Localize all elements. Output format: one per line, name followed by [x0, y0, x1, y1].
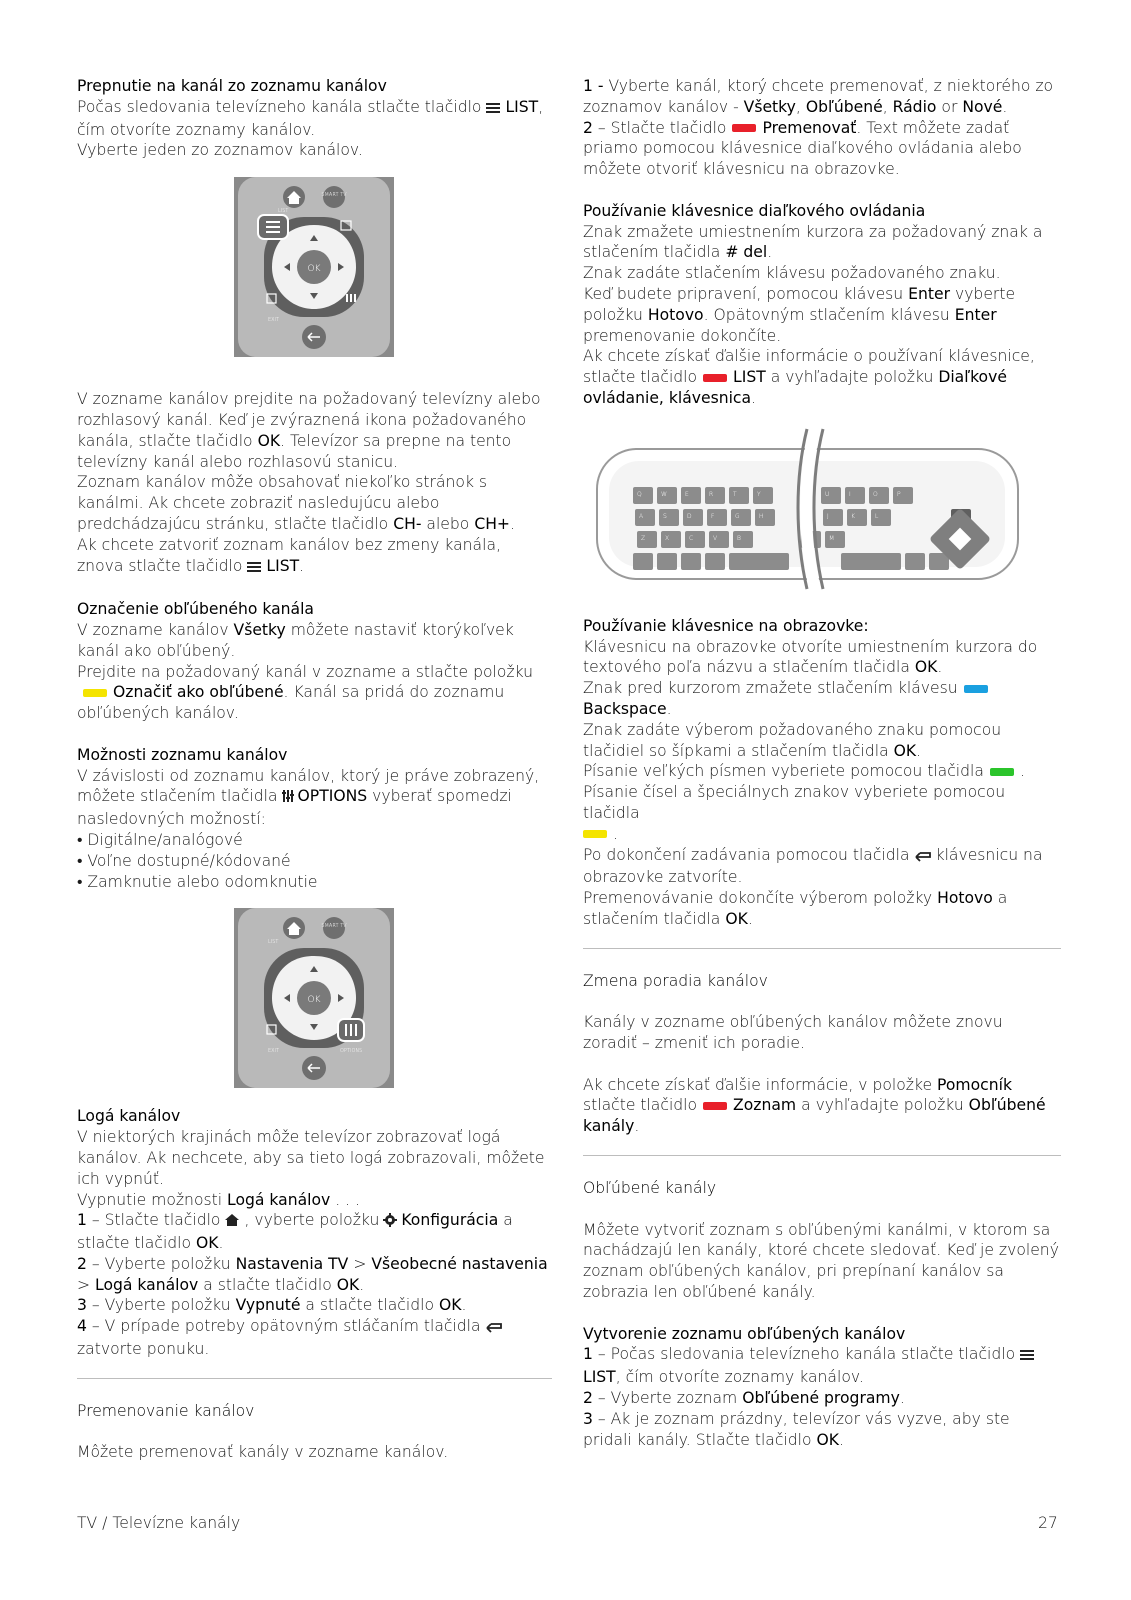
- text: Všeobecné nastavenia: [371, 1254, 548, 1273]
- section-favourite-channels: [583, 1178, 1061, 1303]
- section-rename-channels: [77, 1401, 552, 1463]
- text: Znak zmažete umiestnením kurzora za požadovaný znak a stlačením tlačidla: [583, 222, 1043, 262]
- yellow-key-icon: [83, 689, 107, 697]
- list-item: • Voľne dostupné/kódované: [77, 851, 552, 872]
- text: Klávesnicu na obrazovke otvoríte umiestnením kurzora do textového poľa názvu a stlačením tlačidla: [583, 637, 1038, 677]
- text: Konfigurácia: [401, 1211, 499, 1230]
- keyboard-key: [823, 509, 843, 526]
- text: Vypnuté: [235, 1296, 301, 1315]
- text: Označiť ako obľúbené: [113, 683, 284, 702]
- paragraph: [77, 97, 552, 120]
- text: Ak chcete zatvoriť zoznam kanálov bez zmeny kanála, znova stlačte tlačidlo: [77, 535, 501, 575]
- text: a stlačte tlačidlo: [305, 1296, 434, 1315]
- text: a vyhľadajte položku: [770, 368, 934, 387]
- paragraph: Kanály v zozname obľúbených kanálov môžete znovu zoradiť – zmeniť ich poradie.: [583, 1013, 1003, 1053]
- keyboard-key: [633, 487, 653, 504]
- keyboard-key: [825, 531, 845, 548]
- keyboard-key: [845, 487, 865, 504]
- keyboard-key-label: X: [665, 534, 670, 542]
- keyboard-key-label: P: [897, 490, 901, 498]
- text: .: [839, 1430, 844, 1449]
- text: – Stlačte tlačidlo: [597, 118, 727, 137]
- keyboard-key-label: W: [661, 490, 667, 498]
- text: premenovanie dokončíte.: [583, 326, 782, 345]
- keyboard-key: [633, 553, 653, 570]
- keyboard-key: [657, 487, 677, 504]
- text: . Text môžete zadať priamo pomocou klávesnice diaľkového ovládania alebo môžete otvoriť klávesnicu na obrazovke.: [583, 118, 1022, 179]
- paragraph: [77, 620, 552, 662]
- step: [583, 76, 1061, 118]
- paragraph: [77, 472, 552, 534]
- list-label: LIST: [268, 939, 279, 946]
- keyboard-key: [869, 487, 889, 504]
- section-create-favourites: [583, 1324, 1061, 1451]
- section-title: Používanie klávesnice na obrazovke:: [583, 616, 869, 635]
- ok-label: OK: [307, 995, 321, 1006]
- text: Rádio: [892, 97, 937, 116]
- keyboard-key: [847, 509, 867, 526]
- text: .: [634, 1117, 640, 1136]
- text: vyberte položku: [583, 284, 1016, 324]
- paragraph: [583, 346, 1061, 408]
- paragraph: [583, 782, 1061, 844]
- text: alebo: [426, 514, 470, 533]
- text: – Vyberte zoznam: [597, 1389, 738, 1408]
- text: # del: [725, 243, 768, 262]
- text: or: [941, 97, 958, 116]
- keyboard-key: [707, 509, 727, 526]
- list-icon: [485, 99, 501, 120]
- list-label: LIST: [278, 208, 289, 215]
- keyboard-key-label: Y: [757, 490, 761, 498]
- page-number: 27: [1038, 1514, 1058, 1532]
- keyboard-key-label: T: [733, 490, 737, 498]
- text: Všetky: [743, 97, 796, 116]
- gear-icon: [383, 1212, 397, 1233]
- text: môžete nastaviť ktorýkoľvek kanál ako obľúbený.: [77, 620, 514, 660]
- keyboard-key: [755, 509, 775, 526]
- text: .: [937, 658, 943, 677]
- text: OK: [914, 658, 938, 677]
- divider: [583, 1155, 1061, 1156]
- keyboard-key-label: D: [687, 512, 692, 520]
- section-remote-keyboard: [583, 201, 1061, 409]
- keyboard-key-label: S: [663, 512, 667, 520]
- text: Vyberte kanál, ktorý chcete premenovať, z niektorého zo zoznamov kanálov -: [583, 77, 1054, 116]
- keyboard-key: [635, 509, 655, 526]
- text: . Kanál sa pridá do zoznamu obľúbených kanálov.: [77, 683, 505, 723]
- text: – Počas sledovania televízneho kanála stlačte tlačidlo: [597, 1345, 1016, 1364]
- text: CH-: [393, 514, 422, 533]
- text: Backspace: [583, 699, 667, 718]
- paragraph: V niektorých krajinách môže televízor zobrazovať logá kanálov. Ak nechcete, aby sa tieto logá zobrazovali, môžete ich vypnúť.: [77, 1128, 545, 1188]
- section-title: Možnosti zoznamu kanálov: [77, 745, 288, 764]
- section-title: Zmena poradia kanálov: [583, 971, 768, 990]
- keyboard-key-label: M: [829, 534, 835, 542]
- text: Obľúbené kanály: [583, 1096, 1046, 1136]
- text: Enter: [954, 305, 997, 324]
- text: 2: [583, 1389, 593, 1408]
- keyboard-key-label: L: [875, 512, 879, 520]
- paragraph: Môžete vytvoriť zoznam s obľúbenými kanálmi, v ktorom sa nachádzajú len kanály, ktoré chcete sledovať. Keď je zvolený zoznam obľúbených kanálov, pri prepínaní kanálov sa zobrazia len obľúbené kanály.: [583, 1220, 1059, 1302]
- keyboard-key: [893, 487, 913, 504]
- paragraph: [77, 766, 552, 830]
- green-key-icon: [990, 768, 1014, 776]
- text: Enter: [908, 284, 950, 303]
- left-column: [77, 76, 552, 1463]
- text: OPTIONS: [297, 787, 368, 806]
- keyboard-key: [733, 531, 753, 548]
- text: Zoznam kanálov môže obsahovať niekoľko stránok s kanálmi. Ak chcete zobraziť nasledujúcu alebo predchádzajúcu stránku, stlačte tlačidlo: [77, 473, 488, 533]
- text: V závislosti od zoznamu kanálov, ktorý je práve zobrazený, môžete stlačením tlačidla: [77, 766, 540, 806]
- text: 1: [77, 1211, 87, 1230]
- text: . . .: [335, 1190, 361, 1209]
- keyboard-key: [681, 553, 701, 570]
- text: stlačte tlačidlo: [583, 1096, 698, 1115]
- keyboard-key-label: G: [735, 512, 740, 520]
- text: Nastavenia TV: [235, 1254, 349, 1273]
- red-key-icon: [703, 1102, 727, 1110]
- keyboard-key: [709, 531, 729, 548]
- keyboard-key-label: I: [849, 490, 851, 498]
- keyboard-key: [729, 553, 789, 570]
- text: >: [77, 1275, 91, 1294]
- exit-label: EXIT: [268, 1048, 280, 1055]
- text: LIST: [266, 556, 300, 575]
- keyboard-key-label: E: [685, 490, 689, 498]
- keyboard-key: [661, 531, 681, 548]
- text: , čím otvoríte zoznamy kanálov.: [615, 1368, 864, 1387]
- text: Pomocník: [937, 1075, 1012, 1094]
- text: klávesnicu na obrazovke zatvoríte.: [583, 845, 1043, 887]
- text: Keď budete pripravení, pomocou klávesu: [583, 284, 904, 303]
- divider: [583, 948, 1061, 949]
- text: V zozname kanálov: [77, 620, 229, 639]
- text: Prejdite na požadovaný kanál v zozname a stlačte položku: [77, 662, 534, 681]
- text: a stlačte tlačidlo: [203, 1275, 332, 1294]
- keyboard-key: [683, 509, 703, 526]
- paragraph: [77, 535, 552, 579]
- text: – V prípade potreby opätovným stláčaním tlačidla: [91, 1317, 481, 1336]
- text: LIST: [733, 368, 766, 387]
- keyboard-key: [729, 487, 749, 504]
- red-key-icon: [732, 124, 756, 132]
- options-label: OPTIONS: [340, 1048, 363, 1055]
- section-title: Prepnutie na kanál zo zoznamu kanálov: [77, 77, 387, 95]
- text: Po dokončení zadávania pomocou tlačidla: [583, 845, 910, 864]
- back-icon: [914, 847, 932, 868]
- keyboard-key-label: C: [689, 534, 694, 542]
- text: .: [747, 909, 753, 928]
- text: LIST: [583, 1368, 616, 1387]
- paragraph: [583, 678, 1061, 720]
- list-item: • Zamknutie alebo odomknutie: [77, 872, 552, 893]
- keyboard-key: [637, 531, 657, 548]
- section-title: Označenie obľúbeného kanála: [77, 600, 314, 619]
- text: OK: [196, 1234, 219, 1253]
- paragraph: [583, 222, 1061, 264]
- text: – Ak je zoznam prázdny, televízor vás vyzve, aby ste pridali kanály. Stlačte tlačidlo: [583, 1409, 1010, 1449]
- divider: [77, 1378, 552, 1379]
- keyboard-key: [657, 553, 677, 570]
- text: a stlačením tlačidla: [583, 889, 1008, 928]
- section-title: Vytvorenie zoznamu obľúbených kanálov: [583, 1324, 906, 1343]
- section-navigate-list: [77, 389, 552, 578]
- paragraph: [583, 761, 1061, 782]
- text: .: [751, 388, 757, 407]
- section-channel-logos: [77, 1106, 552, 1360]
- section-title: Používanie klávesnice diaľkového ovládania: [583, 201, 926, 220]
- text: OK: [336, 1275, 360, 1294]
- text: 2: [583, 118, 593, 137]
- text: Premenovať: [762, 118, 857, 137]
- keyboard-key-label: H: [759, 512, 764, 520]
- text: .: [899, 1389, 905, 1408]
- text: Nové: [962, 97, 1003, 116]
- text: Premenovávanie dokončíte výberom položky: [583, 889, 933, 908]
- keyboard-key: [753, 487, 773, 504]
- text: Diaľkové ovládanie, klávesnica: [583, 368, 1007, 407]
- keyboard-key: [705, 553, 725, 570]
- text: .: [1019, 762, 1025, 781]
- text: a stlačte tlačidlo: [77, 1211, 513, 1253]
- text: .: [359, 1275, 365, 1294]
- text: Písanie čísel a špeciálnych znakov vyberiete pomocou tlačidla: [583, 783, 1006, 822]
- keyboard-key-label: F: [711, 512, 715, 520]
- text: >: [353, 1254, 367, 1273]
- text: ,: [538, 97, 544, 116]
- remote-control-image-options: [234, 908, 394, 1088]
- paragraph: [77, 1190, 552, 1211]
- section-title: Logá kanálov: [77, 1107, 181, 1126]
- step: [583, 1388, 1061, 1409]
- step: [583, 1409, 1061, 1451]
- text: .: [916, 741, 922, 760]
- text: OK: [257, 431, 281, 450]
- remote-keyboard-image: [595, 427, 1020, 592]
- text: Znak pred kurzorom zmažete stlačením klávesu: [583, 679, 958, 698]
- text: Znak zadáte výberom požadovaného znaku pomocou tlačidiel so šípkami a stlačením tlačidla: [583, 720, 1002, 760]
- section-mark-favourite: [77, 599, 552, 724]
- keyboard-key: [871, 509, 891, 526]
- step: [77, 1254, 552, 1296]
- keyboard-key-label: Q: [637, 490, 642, 498]
- footer-breadcrumb: TV / Televízne kanály: [77, 1514, 241, 1532]
- section-switch-channel: [77, 76, 552, 161]
- paragraph: [583, 720, 1061, 762]
- text: Všetky: [233, 620, 286, 639]
- keyboard-key: [731, 509, 751, 526]
- keyboard-key: [905, 553, 925, 570]
- text: .: [767, 243, 773, 262]
- text: 3: [77, 1296, 87, 1315]
- paragraph: čím otvoríte zoznamy kanálov.: [77, 120, 316, 139]
- text: 3: [583, 1409, 593, 1428]
- keyboard-key-label: Z: [641, 534, 646, 542]
- paragraph: [583, 637, 1061, 679]
- text: 1 -: [583, 77, 604, 95]
- text: .: [613, 824, 618, 843]
- text: CH+: [474, 514, 510, 533]
- text: ,: [795, 97, 801, 116]
- text: LIST: [505, 97, 539, 116]
- paragraph: Znak zadáte stlačením klávesu požadovaného znaku.: [583, 264, 1001, 283]
- keyboard-key: [705, 487, 725, 504]
- section-title: Premenovanie kanálov: [77, 1401, 255, 1420]
- smart-tv-label: SMART TV: [321, 923, 347, 930]
- home-icon: [224, 1212, 240, 1233]
- text: . Opätovným stlačením klávesu: [703, 305, 950, 324]
- text: Počas sledovania televízneho kanála stlačte tlačidlo: [77, 97, 482, 116]
- text: Obľúbené programy: [742, 1389, 900, 1408]
- exit-label: EXIT: [268, 317, 280, 324]
- keyboard-key-label: B: [737, 534, 741, 542]
- step: [583, 118, 1061, 180]
- text: Písanie veľkých písmen vyberiete pomocou tlačidla: [583, 762, 984, 781]
- text: .: [510, 514, 515, 533]
- text: Hotovo: [647, 305, 704, 324]
- text: – Vyberte položku: [91, 1296, 231, 1315]
- text: Ak chcete získať ďalšie informácie, v položke: [583, 1075, 933, 1094]
- text: a vyhľadajte položku: [801, 1096, 964, 1115]
- step: [77, 1316, 552, 1360]
- step: [77, 1295, 552, 1316]
- keyboard-key-label: A: [639, 512, 644, 520]
- section-title: Obľúbené kanály: [583, 1179, 717, 1198]
- blue-key-icon: [964, 685, 988, 693]
- options-list: [77, 830, 552, 892]
- step: [583, 1344, 1061, 1388]
- text: Logá kanálov: [95, 1275, 199, 1294]
- text: – Vyberte položku: [91, 1254, 231, 1273]
- text: vyberať spomedzi nasledovných možností:: [77, 787, 512, 829]
- text: V zozname kanálov prejdite na požadovaný televízny alebo rozhlasový kanál. Keď je zvýraznená ikona požadovaného kanála, stlačte tlačidlo: [77, 390, 541, 450]
- yellow-key-icon: [583, 830, 607, 838]
- paragraph: [77, 662, 552, 724]
- paragraph: [583, 284, 1061, 346]
- text: Hotovo: [937, 889, 993, 908]
- paragraph: Vyberte jeden zo zoznamov kanálov.: [77, 141, 363, 160]
- remote-control-image-list: [234, 177, 394, 357]
- list-item: • Digitálne/analógové: [77, 830, 552, 851]
- text: zatvorte ponuku.: [77, 1340, 210, 1359]
- smart-tv-label: SMART TV: [321, 192, 347, 199]
- text: .: [1002, 97, 1008, 116]
- red-key-icon: [703, 374, 727, 382]
- section-rename-steps: [583, 76, 1061, 180]
- paragraph: [77, 389, 552, 472]
- text: ,: [882, 97, 888, 116]
- text: – Stlačte tlačidlo: [91, 1211, 221, 1230]
- keyboard-key: [821, 487, 841, 504]
- text: 4: [77, 1317, 87, 1336]
- paragraph: Môžete premenovať kanály v zozname kanálov.: [77, 1443, 449, 1462]
- keyboard-key: [685, 531, 705, 548]
- keyboard-key-label: J: [827, 512, 829, 520]
- text: .: [218, 1234, 224, 1253]
- keyboard-key-label: V: [713, 534, 718, 542]
- text: OK: [438, 1296, 462, 1315]
- keyboard-key: [681, 487, 701, 504]
- keyboard-key: [841, 553, 901, 570]
- back-icon: [485, 1318, 503, 1339]
- paragraph: [583, 845, 1061, 889]
- options-icon: [282, 788, 294, 809]
- keyboard-key: [659, 509, 679, 526]
- list-icon: [246, 558, 262, 579]
- text: OK: [725, 909, 748, 928]
- text: .: [666, 699, 672, 718]
- keyboard-key-label: O: [873, 490, 878, 498]
- text: Vypnutie možnosti: [77, 1190, 223, 1209]
- ok-label: OK: [307, 264, 321, 275]
- paragraph: [583, 888, 1061, 930]
- list-icon: [1019, 1346, 1035, 1367]
- text: . Televízor sa prepne na tento televízny kanál alebo rozhlasovú stanicu.: [77, 431, 512, 471]
- text: .: [461, 1296, 467, 1315]
- text: .: [299, 556, 305, 575]
- section-reorder: [583, 971, 1061, 1137]
- text: Logá kanálov: [227, 1190, 331, 1209]
- right-column: [583, 76, 1061, 1450]
- text: OK: [816, 1430, 840, 1449]
- text: Obľúbené: [805, 97, 883, 116]
- step: [77, 1210, 552, 1254]
- keyboard-key-label: R: [709, 490, 714, 498]
- keyboard-key-label: K: [851, 512, 855, 520]
- keyboard-key-label: U: [825, 490, 830, 498]
- text: 2: [77, 1254, 87, 1273]
- text: , vyberte položku: [244, 1211, 380, 1230]
- section-list-options: [77, 745, 552, 893]
- text: Ak chcete získať ďalšie informácie o používaní klávesnice, stlačte tlačidlo: [583, 347, 1035, 387]
- section-onscreen-keyboard: [583, 616, 1061, 930]
- paragraph: [583, 1075, 1061, 1137]
- text: OK: [893, 741, 917, 760]
- text: Zoznam: [733, 1096, 797, 1115]
- text: 1: [583, 1345, 593, 1364]
